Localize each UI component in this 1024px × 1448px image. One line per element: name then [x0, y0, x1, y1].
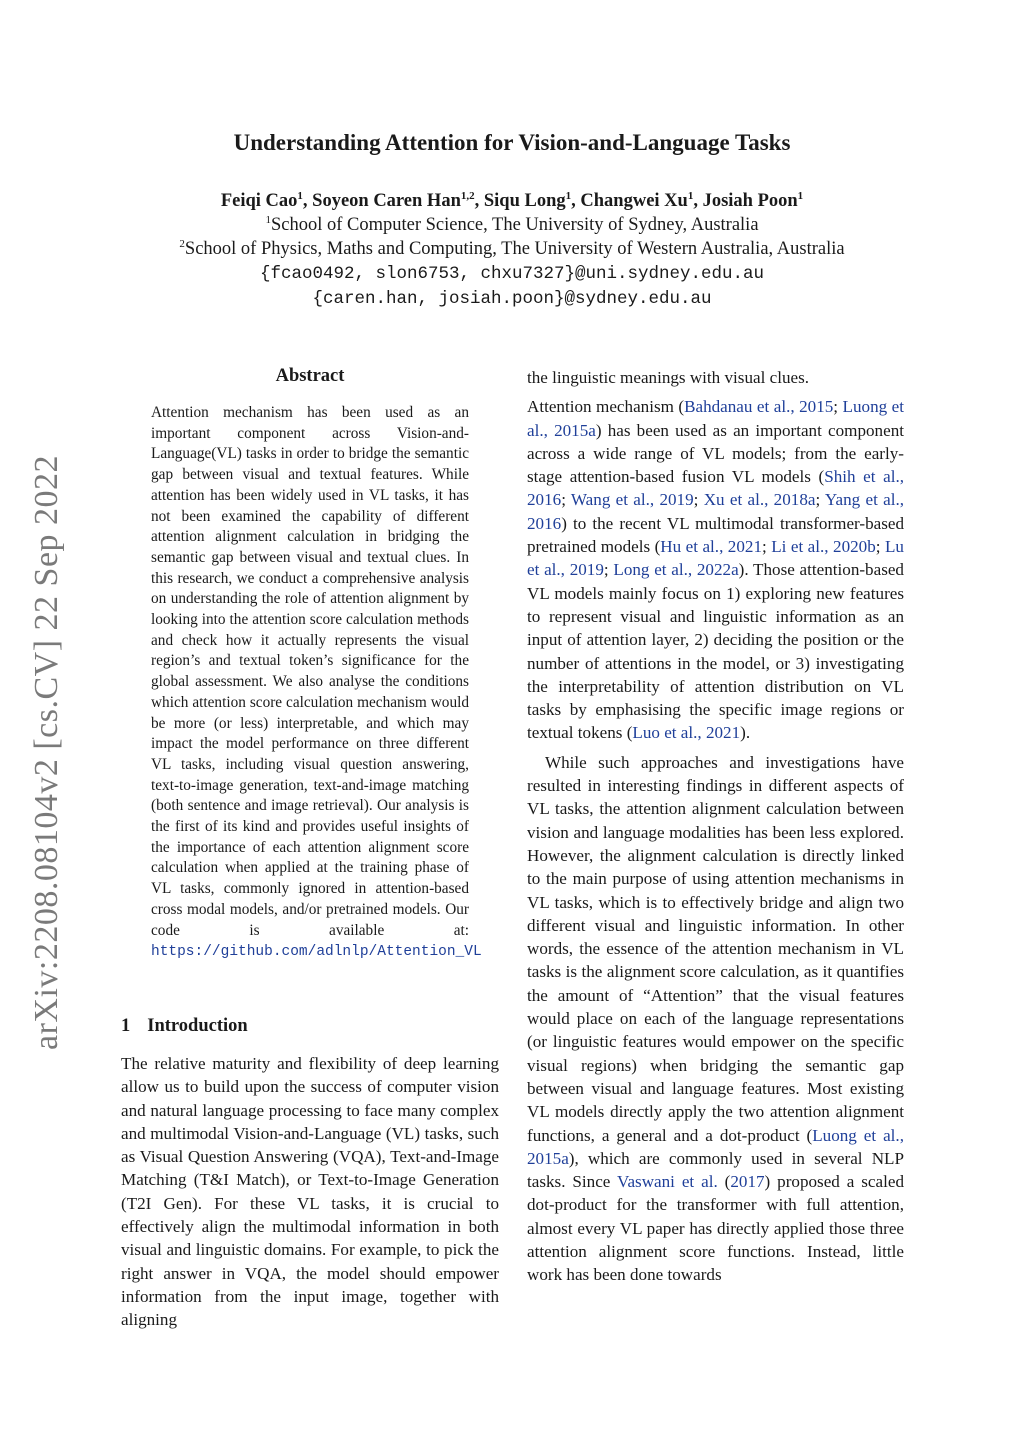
- author-list: [0, 190, 1024, 212]
- author-affiliation-mark: 1,2: [460, 190, 475, 202]
- author-affiliation-mark: 1: [687, 190, 694, 202]
- author-affiliation-mark: 1: [797, 190, 804, 202]
- paragraph-text: ) to the recent VL multimodal transformer-based pretrained models (: [527, 513, 904, 557]
- citation-link[interactable]: Yang et al., 2016: [527, 490, 904, 533]
- paragraph-text: (: [717, 1172, 731, 1192]
- paragraph-text: ). Those attention-based VL models mainly focus on 1) exploring new features to represent visual and linguistic information as an input of attention layer, 2) deciding the position or the number of attentions in the model, or 3) investigating the interpretability of attention distribution on VL tasks by emphasising the specific image regions or textual tokens (: [527, 560, 904, 743]
- author-email-line-2: {caren.han, josiah.poon}@sydney.edu.au: [312, 289, 712, 309]
- author-name: Changwei Xu: [580, 191, 688, 212]
- paragraph-text: ), which are commonly used in several NLP tasks. Since: [527, 1148, 904, 1192]
- paragraph-text: ;: [875, 537, 885, 557]
- introduction-paragraph-1: The relative maturity and flexibility of deep learning allow us to build upon the success of computer vision and natural language processing to face many complex and multimodal Vision-and-Language (VL) tasks, such as Visual Question Answering (VQA), Text-and-Image Matching (T&I Match), or Text-to-Image Generation (T2I Gen). For these VL tasks, it is crucial to effectively align the multimodal information in both visual and linguistic domains. For example, to pick the right answer in VQA, the model should empower information from the input image, together with aligning: [121, 1054, 499, 1330]
- section-number: 1: [121, 1016, 131, 1036]
- author-affiliation-mark: 1: [297, 190, 303, 202]
- affiliation-mark: 2: [179, 238, 185, 250]
- citation-link[interactable]: Li et al., 2020b: [771, 537, 876, 557]
- abstract-text: [151, 403, 482, 963]
- citation-link[interactable]: Bahdanau et al., 2015: [684, 397, 834, 417]
- intro-continuation: the linguistic meanings with visual clues.: [527, 368, 810, 387]
- affiliation-1: [0, 214, 1024, 236]
- affiliation-text: School of Physics, Maths and Computing, The University of Western Australia, Australia: [184, 239, 845, 260]
- paragraph-text: Attention mechanism (: [527, 397, 685, 417]
- introduction-paragraph-3: [527, 751, 904, 1287]
- author: [703, 191, 804, 211]
- paragraph-text: ).: [740, 723, 751, 743]
- citation-link[interactable]: Xu et al., 2018a: [703, 490, 816, 510]
- paper-title: Understanding Attention for Vision-and-Language Tasks: [233, 130, 791, 155]
- arxiv-identifier-stamp: arXiv:2208.08104v2 [cs.CV] 22 Sep 2022: [28, 454, 65, 1050]
- citation-link[interactable]: Wang et al., 2019: [570, 490, 694, 510]
- abstract-body-text: Attention mechanism has been used as an important component across Vision-and-Language(VL) tasks in order to bridge the semantic gap between visual and textual features. While attention has been widely used in VL tasks, it has not been examined the capability of different attention alignment calculation in bridging the semantic gap between visual and textual clues. In this research, we conduct a comprehensive analysis on understanding the role of attention alignment by looking into the attention score calculation methods and check how it actually represents the visual region’s and textual token’s significance for the global assessment. We also analyse the conditions which attention score calculation mechanism would be more (or less) interpretable, and which may impact the model performance on three different VL tasks, including visual question answering, text-to-image generation, text-and-image matching (both sentence and image retrieval). Our analysis is the first of its kind and provides useful insights of the importance of each attention alignment score calculation when applied at the training phase of VL tasks, commonly ignored in attention-based cross modal models, and/or pretrained models. Our code is available at:: [151, 404, 469, 939]
- paragraph-text: ;: [833, 397, 843, 417]
- citation-link[interactable]: 2017: [730, 1172, 765, 1192]
- author-name: Siqu Long: [483, 191, 566, 212]
- author-separator: ,: [302, 191, 313, 212]
- citation-link[interactable]: Shih et al., 2016: [527, 467, 904, 510]
- author-name: Feiqi Cao: [220, 191, 298, 212]
- author: [580, 191, 702, 211]
- citation-link[interactable]: Luo et al., 2021: [632, 723, 741, 743]
- section-heading-introduction: [121, 1016, 248, 1037]
- right-column-text: [527, 366, 904, 1287]
- citation-link[interactable]: Hu et al., 2021: [660, 537, 762, 557]
- author: [484, 191, 581, 211]
- section-title: Introduction: [147, 1016, 248, 1036]
- affiliation-mark: 1: [265, 214, 271, 226]
- code-repository-link[interactable]: https://github.com/adlnlp/Attention_VL: [151, 944, 482, 961]
- author-separator: ,: [693, 191, 703, 212]
- author-separator: ,: [474, 191, 484, 212]
- author-separator: ,: [571, 191, 581, 212]
- paragraph-text: ;: [762, 537, 772, 557]
- citation-link[interactable]: Lu et al., 2019: [527, 537, 904, 580]
- introduction-paragraph-2: [527, 395, 904, 744]
- author: [312, 191, 484, 211]
- paragraph-text: ;: [561, 490, 571, 510]
- affiliation-2: [0, 238, 1024, 260]
- citation-link[interactable]: Long et al., 2022a: [613, 560, 739, 580]
- author-email-line-1: {fcao0492, slon6753, chxu7327}@uni.sydney.edu.au: [259, 264, 765, 284]
- citation-link[interactable]: Luong et al., 2015a: [527, 1125, 904, 1168]
- abstract-heading: Abstract: [275, 366, 345, 386]
- author-name: Soyeon Caren Han: [312, 191, 461, 212]
- paragraph-text: ;: [815, 490, 825, 510]
- citation-link[interactable]: Luong et al., 2015a: [527, 397, 904, 440]
- citation-link[interactable]: Vaswani et al.: [617, 1172, 718, 1192]
- paragraph-text: ;: [693, 490, 704, 510]
- paragraph-text: ) has been used as an important component across a wide range of VL models; from the early-stage attention-based fusion VL models (: [527, 420, 904, 487]
- affiliation-text: School of Computer Science, The University of Sydney, Australia: [270, 215, 759, 236]
- author-name: Josiah Poon: [702, 191, 798, 212]
- author-affiliation-mark: 1: [565, 190, 572, 202]
- paragraph-text: While such approaches and investigations have resulted in interesting findings in different aspects of VL tasks, the attention alignment calculation between vision and language modalities has been less explored. However, the alignment calculation is directly linked to the main purpose of using attention mechanisms in VL tasks, which is to effectively bridge and align two different visual and linguistic information. In other words, the essence of the attention mechanism in VL tasks is the alignment score calculation, as it quantifies the amount of “Attention” that the visual features would place on each of the language representations (or linguistic features would empower on the specific visual regions) when bridging the semantic gap between visual and language features. Most existing VL models directly apply the two attention alignment functions, a general and a dot-product (: [527, 752, 904, 1145]
- paragraph-text: ;: [603, 560, 614, 580]
- author: [221, 191, 312, 211]
- paragraph-text: ) proposed a scaled dot-product for the transformer with full attention, almost every VL paper has directly applied those three attention alignment score functions. Instead, little work has been done towards: [527, 1172, 904, 1285]
